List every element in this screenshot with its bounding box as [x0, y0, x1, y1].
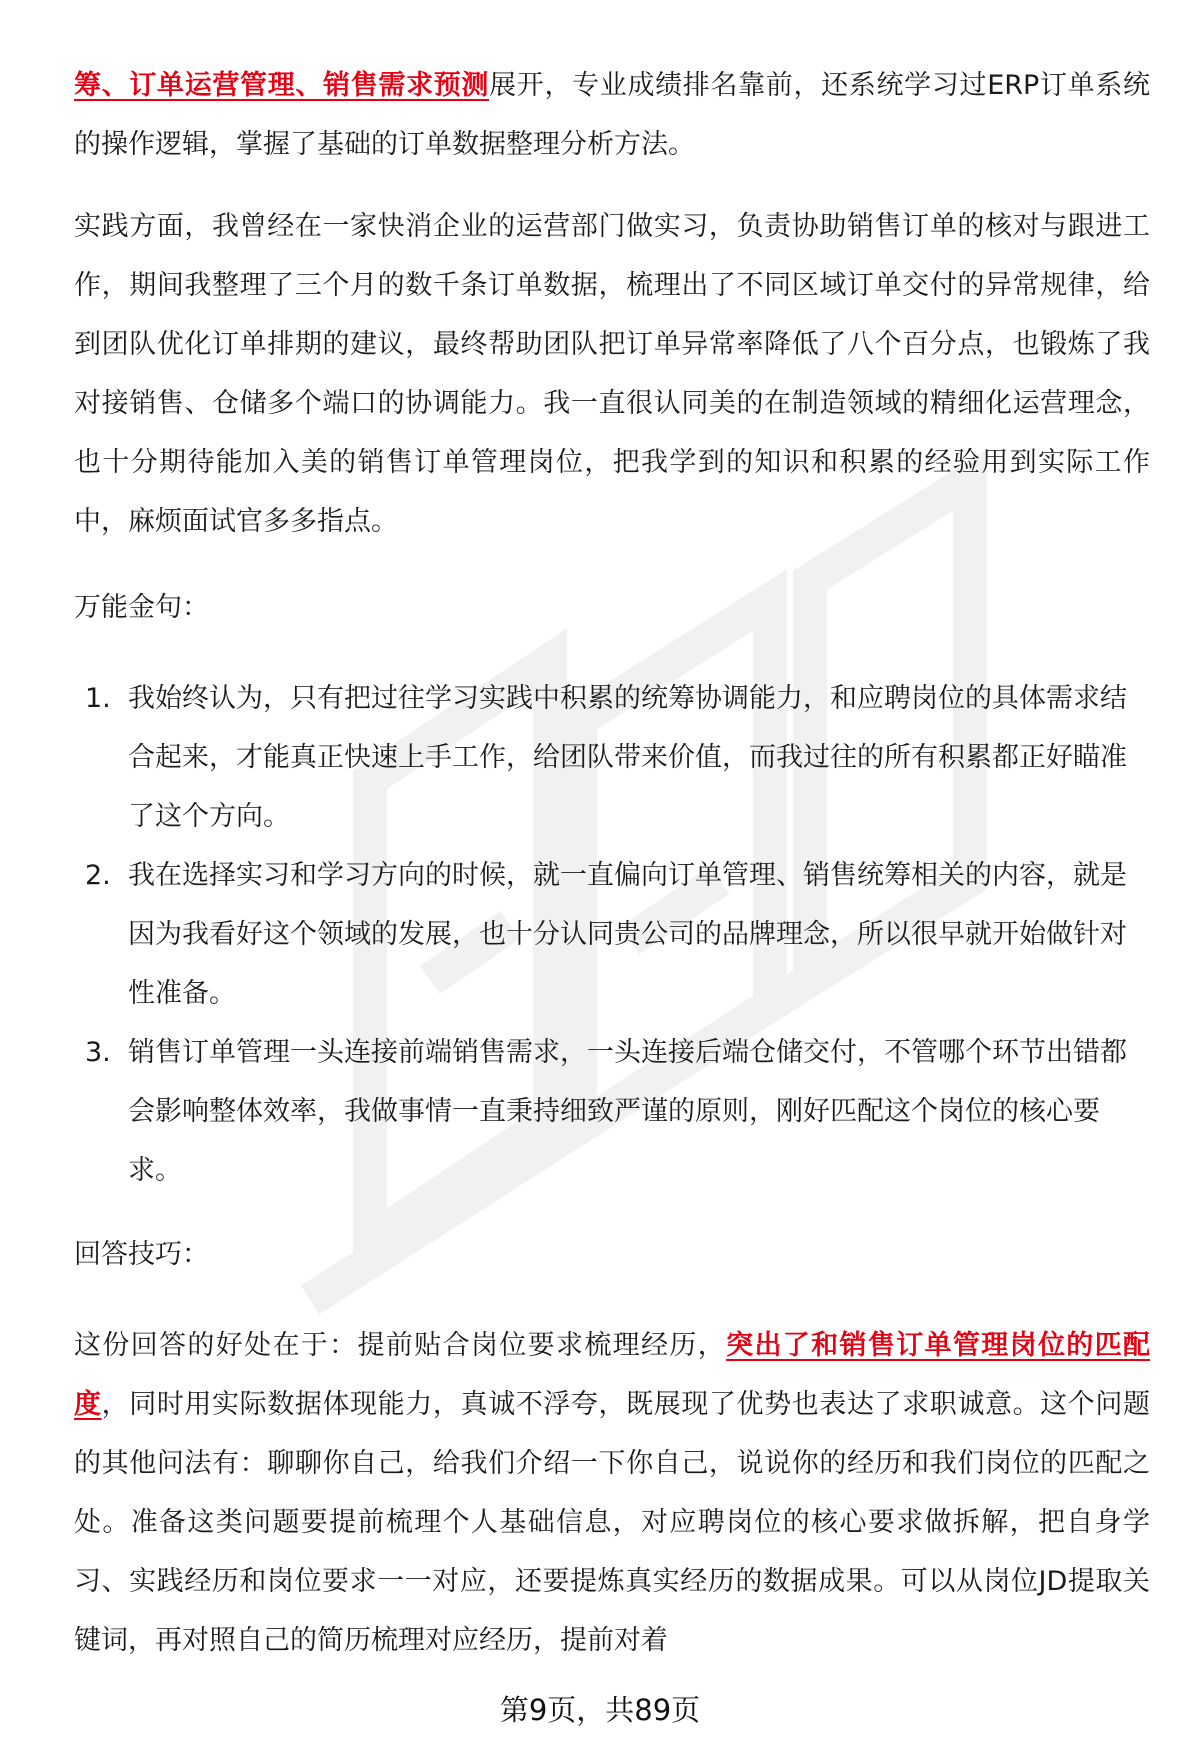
tips-paragraph-after: ，同时用实际数据体现能力，真诚不浮夸，既展现了优势也表达了求职诚意。这个问题的其他问法有：聊聊你自己，给我们介绍一下你自己，说说你的经历和我们岗位的匹配之处。准备这类问题要提前梳理个人基础信息，对应聘岗位的核心要求做拆解，把自身学习、实践经历和岗位要求一一对应，还要提炼真实经历的数据成果。可以从岗位JD提取关键词，再对照自己的简历梳理对应经历，提前对着 [74, 1389, 1151, 1656]
highlight-text-2: 突出了和销售订单管理岗位的匹配度 [74, 1330, 1151, 1420]
highlight-text-1: 筹、订单运营管理、销售需求预测 [74, 70, 490, 101]
list-number: 3. [85, 1037, 111, 1068]
list-item-text: 销售订单管理一头连接前端销售需求，一头连接后端仓储交付，不管哪个环节出错都会影响整体效率，我做事情一直秉持细致严谨的原则，刚好匹配这个岗位的核心要求。 [128, 1037, 1127, 1186]
section-heading-answer-tips: 回答技巧： [74, 1239, 209, 1270]
document-content [74, 56, 1150, 1670]
golden-sentences-list [74, 669, 1150, 1200]
list-number: 2. [85, 860, 111, 891]
intro-paragraph [74, 56, 1150, 174]
tips-paragraph [74, 1316, 1150, 1670]
list-item [74, 1023, 1150, 1200]
tips-paragraph-before: 这份回答的好处在于：提前贴合岗位要求梳理经历， [74, 1330, 727, 1361]
list-item-text: 我始终认为，只有把过往学习实践中积累的统筹协调能力，和应聘岗位的具体需求结合起来，才能真正快速上手工作，给团队带来价值，而我过往的所有积累都正好瞄准了这个方向。 [128, 683, 1127, 832]
list-item [74, 669, 1150, 846]
page-number-footer: 第9页，共89页 [499, 1693, 701, 1727]
section-heading-golden-sentences: 万能金句： [74, 592, 209, 623]
list-item [74, 846, 1150, 1023]
list-number: 1. [85, 683, 111, 714]
intro-paragraph-text: 展开，专业成绩排名靠前，还系统学习过ERP订单系统的操作逻辑，掌握了基础的订单数据整理分析方法。 [74, 70, 1150, 160]
list-item-text: 我在选择实习和学习方向的时候，就一直偏向订单管理、销售统筹相关的内容，就是因为我看好这个领域的发展，也十分认同贵公司的品牌理念，所以很早就开始做针对性准备。 [128, 860, 1127, 1009]
practice-paragraph: 实践方面，我曾经在一家快消企业的运营部门做实习，负责协助销售订单的核对与跟进工作，期间我整理了三个月的数千条订单数据，梳理出了不同区域订单交付的异常规律，给到团队优化订单排期的建议，最终帮助团队把订单异常率降低了八个百分点，也锻炼了我对接销售、仓储多个端口的协调能力。我一直很认同美的在制造领域的精细化运营理念，也十分期待能加入美的销售订单管理岗位，把我学到的知识和积累的经验用到实际工作中，麻烦面试官多多指点。 [74, 211, 1150, 537]
